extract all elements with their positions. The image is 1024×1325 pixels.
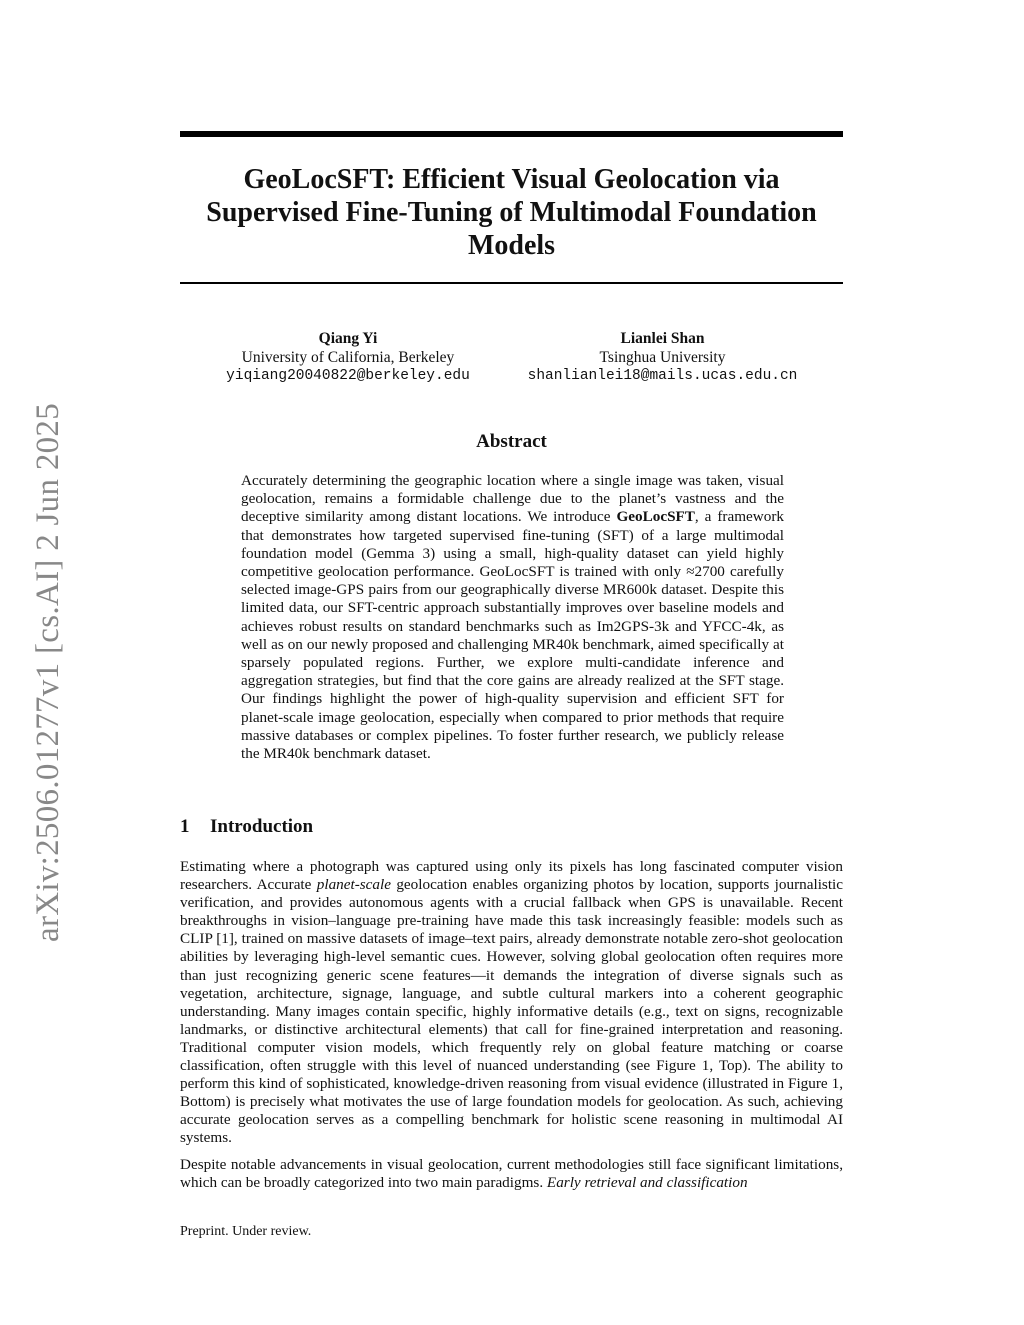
paragraph-text: Despite notable advancements in visual geolocation, current methodologies still face significant limitations, which can be broadly categorized into two main paradigms.	[180, 1155, 843, 1191]
author-affiliation: Tsinghua University	[599, 349, 726, 366]
section-number: 1	[180, 816, 190, 837]
author-name: Qiang Yi	[318, 330, 378, 347]
section-title: Introduction	[210, 816, 314, 837]
abstract-text	[241, 472, 784, 763]
title-top-rule	[180, 131, 843, 137]
abstract-method-name: GeoLocSFT	[616, 508, 695, 526]
footer-note: Preprint. Under review.	[180, 1224, 312, 1239]
abstract-heading: Abstract	[476, 431, 547, 452]
emphasis-text: planet-scale	[316, 876, 391, 894]
title-bottom-rule	[180, 282, 843, 284]
abstract-text-part: Accurately determining the geographic location where a single image was taken, visual geolocation, remains a formidable challenge due to the planet’s vastness and the deceptive similarity among distant locations. We introduce	[241, 472, 784, 526]
introduction-body	[180, 858, 843, 1200]
paragraph-text: geolocation enables organizing photos by location, supports journalistic verification, and provides autonomous agents with a crucial fallback when GPS is unavailable. Recent breakthroughs in vision–language pre-training have made this task increasingly feasible: models such as CLIP [1], trained on massive datasets of image–text pairs, already demonstrate notable zero-shot geolocation abilities by leveraging high-level semantic cues. However, solving global geolocation often requires more than just recognizing generic scene features—it demands the integration of diverse signals such as vegetation, architecture, signage, language, and subtle cultural markers into a coherent geographic understanding. Many images contain specific, highly informative details (e.g., text on signs, recognizable landmarks, or distinctive architectural elements) that call for fine-grained interpretation and reasoning. Traditional computer vision models, which frequently rely on global feature matching or coarse classification, often struggle with this level of nuanced understanding (see Figure 1, Top). The ability to perform this kind of sophisticated, knowledge-driven reasoning from visual evidence (illustrated in Figure 1, Bottom) is precisely what motivates the use of large foundation models for geolocation. As such, achieving accurate geolocation serves as a compelling benchmark for holistic scene reasoning in multimodal AI systems.	[180, 876, 843, 1147]
paragraph	[180, 858, 843, 1148]
author-affiliation: University of California, Berkeley	[241, 349, 455, 366]
author-name: Lianlei Shan	[620, 330, 705, 347]
author-email: yiqiang20040822@berkeley.edu	[226, 368, 470, 384]
paper-title: GeoLocSFT: Efficient Visual Geolocation via Supervised Fine-Tuning of Multimodal Foundation Models	[206, 164, 817, 261]
paragraph-text: Estimating where a photograph was captured using only its pixels has long fascinated computer vision researchers. Accurate	[180, 858, 843, 894]
section-heading-introduction	[180, 816, 313, 838]
author-block	[218, 329, 478, 386]
author-block	[515, 329, 810, 386]
emphasis-text: Early retrieval and classification	[546, 1173, 748, 1191]
author-email: shanlianlei18@mails.ucas.edu.cn	[527, 368, 798, 384]
arxiv-identifier: arXiv:2506.01277v1 [cs.AI] 2 Jun 2025	[30, 402, 66, 942]
paragraph	[180, 1156, 843, 1192]
abstract-text-part: , a framework that demonstrates how targeted supervised fine-tuning (SFT) of a large multimodal foundation model (Gemma 3) using a small, high-quality dataset can yield highly competitive geolocation performance. GeoLocSFT is trained with only ≈2700 carefully selected image-GPS pairs from our geographically diverse MR600k dataset. Despite this limited data, our SFT-centric approach substantially improves over baseline models and achieves robust results on standard benchmarks such as Im2GPS-3k and YFCC-4k, as well as on our newly proposed and challenging MR40k benchmark, aimed specifically at sparsely populated regions. Further, we explore multi-candidate inference and aggregation strategies, but find that the core gains are already realized at the SFT stage. Our findings highlight the power of high-quality supervision and efficient SFT for planet-scale image geolocation, especially when compared to prior methods that require massive databases or complex pipelines. To foster further research, we publicly release the MR40k benchmark dataset.	[241, 508, 784, 763]
